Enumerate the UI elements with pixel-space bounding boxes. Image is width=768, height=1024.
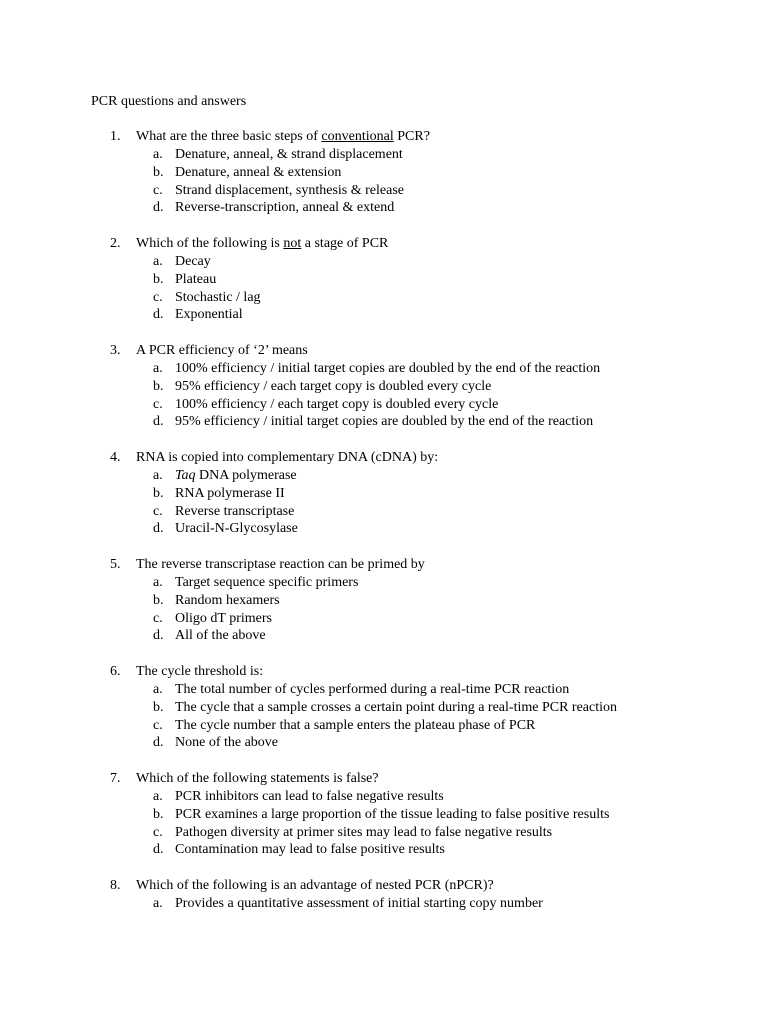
document-title: PCR questions and answers	[91, 94, 247, 109]
option-letter: c.	[153, 396, 163, 412]
option-letter: b.	[153, 592, 164, 608]
question-text-part: What are the three basic steps of	[136, 129, 322, 144]
question-number: 5.	[110, 557, 121, 572]
answer-option	[0, 289, 768, 307]
answer-option	[0, 253, 768, 271]
option-text: RNA polymerase II	[175, 485, 285, 501]
option-letter: d.	[153, 414, 164, 430]
option-letter: c.	[153, 503, 163, 519]
option-text: Reverse-transcription, anneal & extend	[175, 200, 395, 216]
answer-option	[0, 895, 768, 913]
question-4-stem	[0, 449, 768, 467]
answer-option	[0, 699, 768, 717]
question-number: 4.	[110, 450, 121, 465]
option-text: The total number of cycles performed during a real-time PCR reaction	[175, 682, 570, 697]
answer-option	[0, 520, 768, 538]
answer-option	[0, 574, 768, 592]
option-text: Pathogen diversity at primer sites may lead to false negative results	[175, 824, 553, 840]
option-letter: a.	[153, 361, 163, 376]
option-letter: c.	[153, 289, 163, 305]
question-1	[0, 128, 768, 235]
option-text: 95% efficiency / each target copy is doubled every cycle	[175, 378, 492, 394]
question-text	[136, 128, 430, 146]
option-letter: c.	[153, 182, 163, 198]
question-text	[136, 235, 388, 253]
answer-option	[0, 485, 768, 503]
answer-option	[0, 182, 768, 200]
option-text: All of the above	[175, 628, 266, 644]
option-text: Strand displacement, synthesis & release	[175, 182, 404, 198]
option-letter: a.	[153, 896, 163, 911]
question-list	[0, 128, 768, 984]
option-letter: c.	[153, 824, 163, 840]
option-letter: a.	[153, 575, 163, 590]
answer-option	[0, 360, 768, 378]
answer-option	[0, 378, 768, 396]
option-letter: b.	[153, 164, 164, 180]
option-text: PCR examines a large proportion of the tissue leading to false positive results	[175, 806, 610, 822]
question-1-stem	[0, 128, 768, 146]
option-letter: c.	[153, 717, 163, 733]
answer-option	[0, 306, 768, 324]
option-letter: b.	[153, 806, 164, 822]
answer-option	[0, 503, 768, 521]
option-letter: a.	[153, 682, 163, 697]
option-text: Provides a quantitative assessment of initial starting copy number	[175, 896, 543, 911]
answer-option	[0, 806, 768, 824]
option-text: Denature, anneal, & strand displacement	[175, 147, 403, 162]
option-text: None of the above	[175, 735, 279, 751]
answer-option	[0, 627, 768, 645]
question-number: 6.	[110, 664, 121, 679]
answer-option	[0, 717, 768, 735]
question-7-stem	[0, 770, 768, 788]
option-text: 100% efficiency / each target copy is doubled every cycle	[175, 396, 499, 412]
question-6	[0, 663, 768, 770]
question-text: RNA is copied into complementary DNA (cDNA) by:	[136, 450, 439, 465]
option-letter: d.	[153, 521, 164, 537]
answer-option	[0, 271, 768, 289]
option-text: Contamination may lead to false positive results	[175, 842, 445, 858]
option-text-part: DNA polymerase	[195, 468, 297, 483]
option-letter: b.	[153, 271, 164, 287]
question-8-stem	[0, 877, 768, 895]
answer-option	[0, 413, 768, 431]
question-text-part: Which of the following is	[136, 236, 284, 251]
question-text: A PCR efficiency of ‘2’ means	[136, 343, 308, 358]
option-letter: d.	[153, 628, 164, 644]
option-letter: d.	[153, 200, 164, 216]
question-text-part: a stage of PCR	[301, 236, 389, 251]
question-underlined-word: not	[283, 236, 302, 251]
question-4	[0, 449, 768, 556]
option-text	[175, 467, 297, 485]
question-3-stem	[0, 342, 768, 360]
option-text: Denature, anneal & extension	[175, 164, 342, 180]
option-text: Target sequence specific primers	[175, 575, 359, 590]
option-text: Plateau	[175, 271, 217, 287]
question-5-stem	[0, 556, 768, 574]
question-6-stem	[0, 663, 768, 681]
question-7	[0, 770, 768, 877]
option-text: 95% efficiency / initial target copies are doubled by the end of the reaction	[175, 414, 594, 430]
question-text: The reverse transcriptase reaction can be primed by	[136, 557, 425, 572]
option-text: Reverse transcriptase	[175, 503, 295, 519]
answer-option	[0, 788, 768, 806]
option-letter: a.	[153, 254, 163, 269]
question-3	[0, 342, 768, 449]
option-text: The cycle that a sample crosses a certain point during a real-time PCR reaction	[175, 699, 618, 715]
answer-option	[0, 681, 768, 699]
question-underlined-word: conventional	[321, 129, 394, 144]
answer-option	[0, 146, 768, 164]
question-number: 3.	[110, 343, 121, 358]
option-text: Oligo dT primers	[175, 610, 272, 626]
option-letter: a.	[153, 147, 163, 162]
answer-option	[0, 467, 768, 485]
question-number: 2.	[110, 236, 121, 251]
answer-option	[0, 396, 768, 414]
question-2	[0, 235, 768, 342]
question-number: 1.	[110, 129, 121, 144]
answer-option	[0, 199, 768, 217]
option-text: The cycle number that a sample enters the plateau phase of PCR	[175, 717, 536, 733]
option-letter: c.	[153, 610, 163, 626]
option-text: Exponential	[175, 307, 243, 323]
option-letter: b.	[153, 378, 164, 394]
question-text: Which of the following is an advantage of nested PCR (nPCR)?	[136, 878, 494, 893]
option-text: Stochastic / lag	[175, 289, 261, 305]
answer-option	[0, 164, 768, 182]
answer-option	[0, 610, 768, 628]
answer-option	[0, 734, 768, 752]
question-text: The cycle threshold is:	[136, 664, 264, 679]
option-text: 100% efficiency / initial target copies are doubled by the end of the reaction	[175, 361, 601, 376]
option-text: PCR inhibitors can lead to false negative results	[175, 789, 444, 804]
question-number: 7.	[110, 771, 121, 786]
question-text: Which of the following statements is false?	[136, 771, 379, 786]
option-letter: d.	[153, 842, 164, 858]
question-number: 8.	[110, 878, 121, 893]
question-text-part: PCR?	[393, 129, 430, 144]
option-letter: d.	[153, 735, 164, 751]
option-italic-word: Taq	[175, 468, 196, 483]
question-5	[0, 556, 768, 663]
option-text: Decay	[175, 254, 211, 269]
question-8	[0, 877, 768, 984]
option-letter: b.	[153, 485, 164, 501]
option-letter: d.	[153, 307, 164, 323]
option-letter: a.	[153, 468, 163, 483]
answer-option	[0, 841, 768, 859]
question-2-stem	[0, 235, 768, 253]
answer-option	[0, 824, 768, 842]
option-text: Uracil-N-Glycosylase	[175, 521, 298, 537]
option-letter: b.	[153, 699, 164, 715]
option-letter: a.	[153, 789, 163, 804]
answer-option	[0, 592, 768, 610]
option-text: Random hexamers	[175, 592, 280, 608]
